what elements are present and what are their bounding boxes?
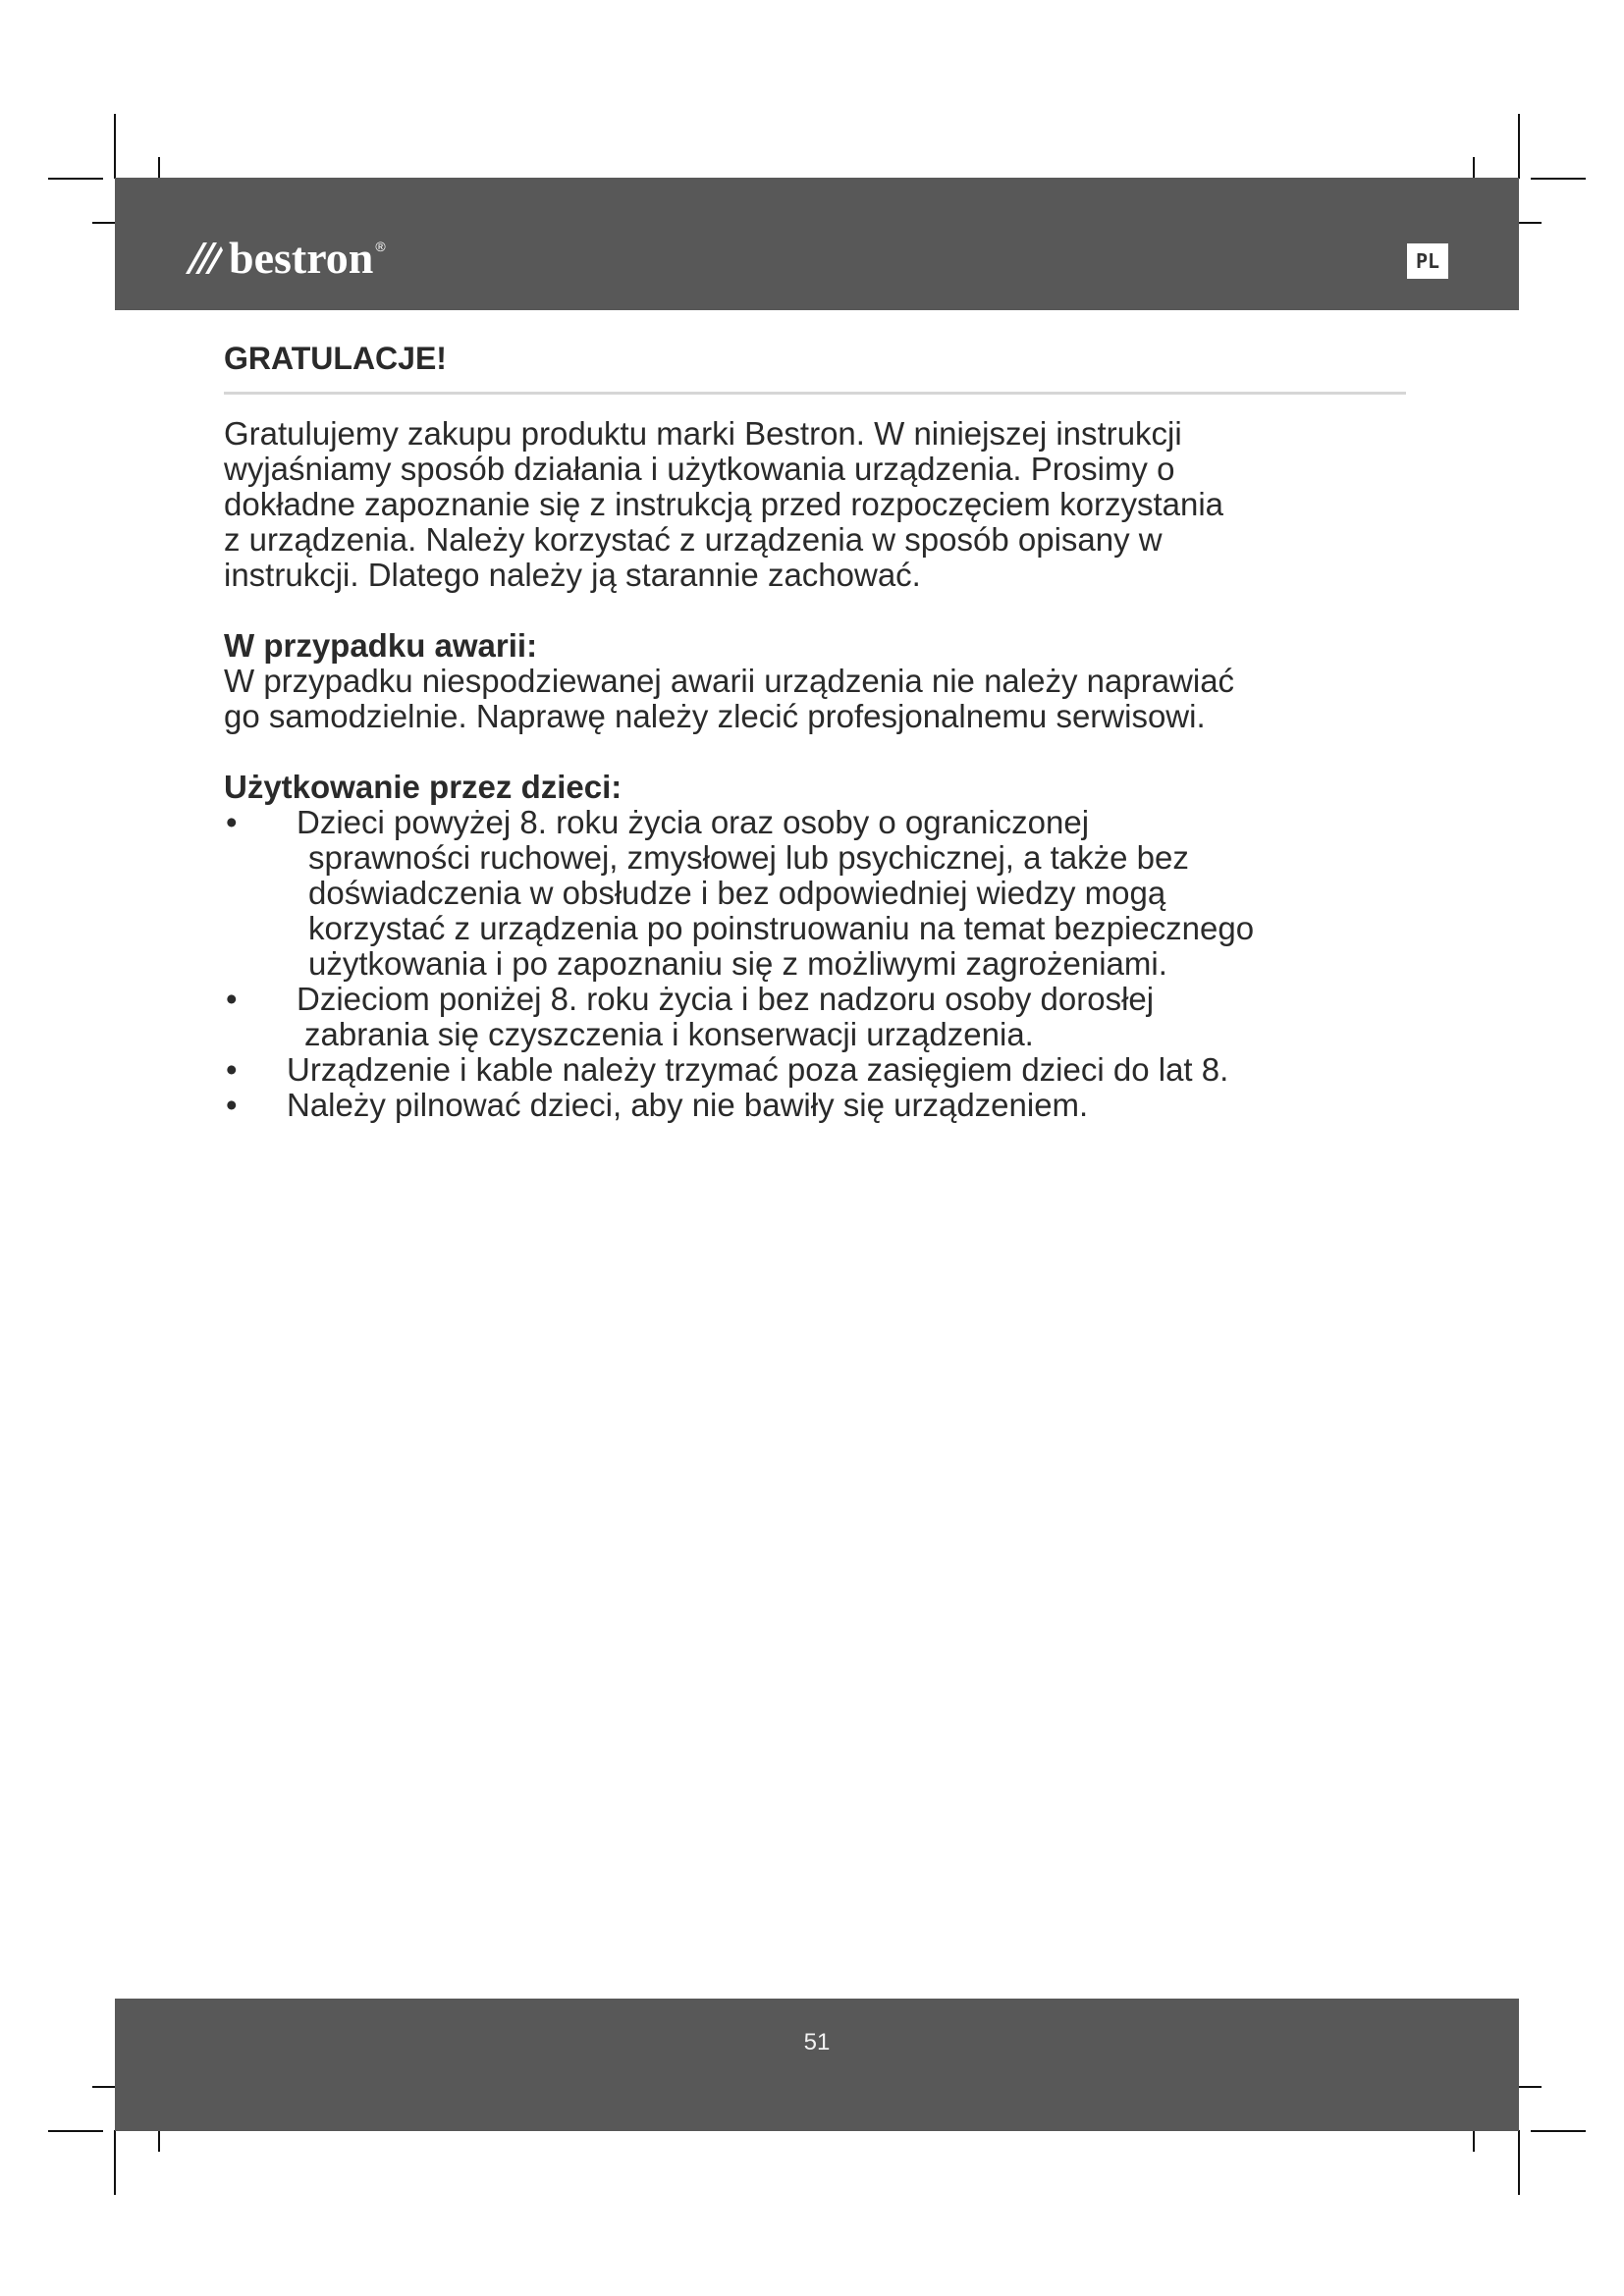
bullet-icon: • (226, 1051, 238, 1088)
crop-mark (48, 2130, 103, 2132)
intro-line: wyjaśniamy sposób działania i użytkowania urządzenia. Prosimy o (224, 451, 1175, 487)
list-item-text: zabrania się czyszczenia i konserwacji urządzenia. (304, 1016, 1034, 1052)
crop-mark (1518, 114, 1520, 179)
list-item-text: Dzieci powyżej 8. roku życia oraz osoby o ograniczonej (297, 804, 1090, 840)
intro-line: z urządzenia. Należy korzystać z urządzenia w sposób opisany w (224, 521, 1163, 558)
children-list (224, 805, 1422, 1123)
list-item (224, 1088, 1422, 1123)
list-item-text: korzystać z urządzenia po poinstruowaniu na temat bezpiecznego (308, 910, 1255, 946)
brand-logo (182, 233, 386, 283)
brand-name: bestron (229, 233, 374, 283)
crop-mark (48, 178, 103, 180)
list-item-text: użytkowania i po zapoznaniu się z możliwymi zagrożeniami. (308, 945, 1167, 982)
chevrons-icon (182, 239, 225, 278)
bullet-icon: • (226, 981, 238, 1017)
children-section (224, 770, 1422, 1123)
list-item-text: sprawności ruchowej, zmysłowej lub psychicznej, a także bez (308, 839, 1189, 876)
registered-mark: ® (375, 239, 386, 254)
language-badge: PL (1407, 243, 1448, 279)
crop-mark (114, 2130, 116, 2195)
list-item-text: Urządzenie i kable należy trzymać poza zasięgiem dzieci do lat 8. (287, 1051, 1229, 1088)
failure-heading: W przypadku awarii: (224, 627, 538, 664)
intro-line: Gratulujemy zakupu produktu marki Bestron. W niniejszej instrukcji (224, 415, 1182, 452)
bullet-icon: • (226, 804, 238, 840)
header-band (115, 178, 1519, 310)
main-content (224, 339, 1422, 1123)
failure-section (224, 628, 1422, 734)
intro-line: instrukcji. Dlatego należy ją starannie zachować. (224, 557, 921, 593)
list-item-text: doświadczenia w obsłudze i bez odpowiedniej wiedzy mogą (308, 875, 1166, 911)
children-heading: Użytkowanie przez dzieci: (224, 769, 623, 805)
failure-line: W przypadku niespodziewanej awarii urządzenia nie należy naprawiać (224, 663, 1235, 699)
intro-paragraph (224, 416, 1422, 593)
page-number: 51 (803, 2029, 831, 2056)
list-item-text: Dzieciom poniżej 8. roku życia i bez nadzoru osoby dorosłej (297, 981, 1155, 1017)
crop-mark (1531, 2130, 1586, 2132)
crop-mark (114, 114, 116, 179)
crop-mark (1518, 2130, 1520, 2195)
list-item (224, 805, 1422, 982)
footer-band (115, 1999, 1519, 2131)
page-title: GRATULACJE! (224, 341, 447, 376)
title-divider (224, 392, 1406, 395)
bullet-icon: • (226, 1087, 238, 1123)
list-item (224, 982, 1422, 1052)
list-item-text: Należy pilnować dzieci, aby nie bawiły się urządzeniem. (287, 1087, 1089, 1123)
list-item (224, 1052, 1422, 1088)
crop-mark (1531, 178, 1586, 180)
failure-line: go samodzielnie. Naprawę należy zlecić profesjonalnemu serwisowi. (224, 698, 1206, 734)
intro-line: dokładne zapoznanie się z instrukcją przed rozpoczęciem korzystania (224, 486, 1224, 522)
